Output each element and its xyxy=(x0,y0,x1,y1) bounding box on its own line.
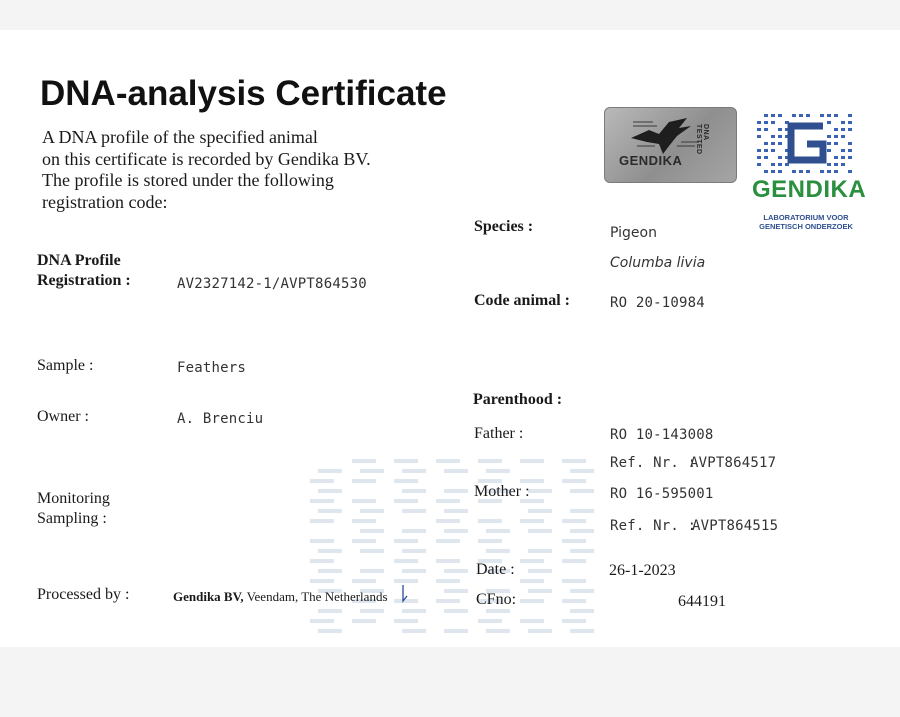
logo-subtitle xyxy=(754,213,858,231)
date-label: Date : xyxy=(476,561,515,578)
intro-line: on this certificate is recorded by Gendika BV. xyxy=(42,148,371,169)
species-common: Pigeon xyxy=(610,225,657,241)
certificate-title: DNA-analysis Certificate xyxy=(40,74,447,113)
intro-line: A DNA profile of the specified animal xyxy=(42,127,318,147)
father-label: Father : xyxy=(474,425,524,442)
processor-place: Veendam, The Netherlands xyxy=(243,589,388,604)
mother-value: RO 16-595001 xyxy=(610,486,714,502)
species-latin: Columba livia xyxy=(610,255,706,271)
signature-mark xyxy=(400,583,410,603)
processor-name: Gendika BV, xyxy=(173,589,244,604)
logo-subtitle-line: GENETISCH ONDERZOEK xyxy=(759,222,853,231)
gendika-g-logo xyxy=(755,112,855,174)
badge-tag: DNA TESTED xyxy=(695,124,709,155)
registration-label: Registration : xyxy=(37,272,131,289)
date-value: 26-1-2023 xyxy=(609,562,676,579)
sample-label: Sample : xyxy=(37,357,94,374)
processed-by-label: Processed by : xyxy=(37,586,130,603)
dna-tested-badge xyxy=(604,107,737,183)
mother-ref-value: AVPT864515 xyxy=(692,518,779,534)
parenthood-label: Parenthood : xyxy=(473,391,563,408)
intro-line: The profile is stored under the following xyxy=(42,170,334,190)
processed-by-value xyxy=(173,589,388,605)
sampling-label: Sampling : xyxy=(37,510,107,527)
father-ref-label: Ref. Nr. : xyxy=(610,455,697,471)
intro-text xyxy=(42,127,402,213)
owner-value: A. Brenciu xyxy=(177,411,264,427)
intro-line: registration code: xyxy=(42,191,168,212)
logo-subtitle-line: LABORATORIUM VOOR xyxy=(763,213,849,222)
father-ref-value: AVPT864517 xyxy=(690,455,777,471)
sample-value: Feathers xyxy=(177,360,247,376)
cfno-label: CFno: xyxy=(476,591,517,608)
badge-brand: GENDIKA xyxy=(619,153,683,168)
father-value: RO 10-143008 xyxy=(610,427,714,443)
registration-value: AV2327142-1/AVPT864530 xyxy=(177,276,367,292)
watermark-pattern xyxy=(300,455,610,645)
logo-name: GENDIKA xyxy=(752,176,867,203)
eagle-icon xyxy=(629,116,701,156)
code-animal-value: RO 20-10984 xyxy=(610,295,705,311)
species-label: Species : xyxy=(474,218,534,235)
monitoring-label: Monitoring xyxy=(37,490,110,507)
mother-ref-label: Ref. Nr. : xyxy=(610,518,697,534)
mother-label: Mother : xyxy=(474,483,530,500)
owner-label: Owner : xyxy=(37,408,89,425)
dna-profile-label: DNA Profile xyxy=(37,252,121,269)
code-animal-label: Code animal : xyxy=(474,292,570,309)
cfno-value: 644191 xyxy=(678,593,726,610)
